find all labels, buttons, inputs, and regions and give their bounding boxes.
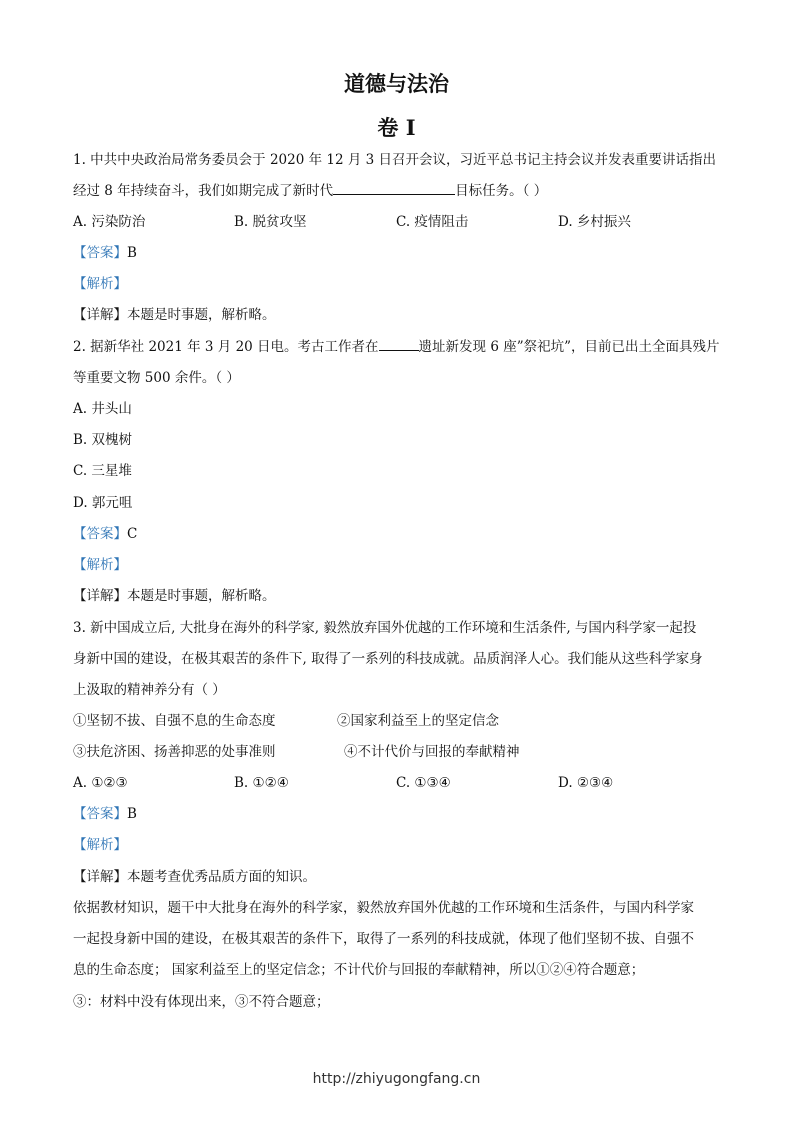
q3-item-4: ④不计代价与回报的奉献精神 bbox=[344, 744, 520, 760]
q1-detail bbox=[73, 305, 276, 325]
q2-stem-line2: 等重要文物 500 余件。（ ） bbox=[73, 370, 240, 386]
q3-explain-line1: 依据教材知识，题干中大批身在海外的科学家，毅然放弃国外优越的工作环境和生活条件，与国内科学家 bbox=[73, 900, 694, 916]
q3-answer bbox=[73, 804, 137, 824]
q1-option-c: C. 疫情阻击 bbox=[396, 214, 469, 230]
q2-stem-post: 遗址新发现 6 座”祭祀坑”，目前已出土全面具残片 bbox=[418, 339, 720, 355]
q3-answer-tag: 【答案】 bbox=[73, 806, 127, 822]
q2-option-a: A. 井头山 bbox=[73, 401, 132, 417]
q1-option-b: B. 脱贫攻坚 bbox=[234, 214, 307, 230]
q2-detail-text: 本题是时事题，解析略。 bbox=[127, 588, 276, 604]
q1-analysis-tag: 【解析】 bbox=[73, 276, 127, 292]
q2-stem-line1 bbox=[73, 337, 720, 357]
q1-blank bbox=[333, 181, 455, 195]
q1-stem-pre: 经过 8 年持续奋斗，我们如期完成了新时代 bbox=[73, 183, 334, 199]
q2-option-d: D. 郭元咀 bbox=[73, 495, 133, 511]
q1-answer bbox=[73, 243, 137, 263]
q3-option-d: D. ②③④ bbox=[558, 775, 614, 791]
q2-option-b: B. 双槐树 bbox=[73, 432, 133, 448]
q1-option-d: D. 乡村振兴 bbox=[558, 214, 631, 230]
q3-detail bbox=[73, 867, 316, 887]
q2-blank bbox=[379, 337, 419, 351]
q1-answer-value: B bbox=[127, 245, 137, 261]
q2-stem-pre: 2. 据新华社 2021 年 3 月 20 日电。考古工作者在 bbox=[73, 339, 379, 355]
section-title: 卷 I bbox=[377, 115, 416, 140]
q3-option-c: C. ①③④ bbox=[396, 775, 451, 791]
q3-explain-line4: ③：材料中没有体现出来，③不符合题意； bbox=[73, 994, 330, 1010]
q1-detail-tag: 【详解】 bbox=[73, 307, 127, 323]
q3-detail-tag: 【详解】 bbox=[73, 869, 127, 885]
q2-analysis-tag: 【解析】 bbox=[73, 557, 127, 573]
q3-item-1: ①坚韧不拔、自强不息的生命态度 bbox=[73, 713, 276, 729]
q3-item-2: ②国家利益至上的坚定信念 bbox=[337, 713, 499, 729]
q3-explain-line3: 息的生命态度； 国家利益至上的坚定信念；不计代价与回报的奉献精神，所以①②④符合题意； bbox=[73, 962, 645, 978]
q3-answer-value: B bbox=[127, 806, 137, 822]
q1-stem-line1: 1. 中共中央政治局常务委员会于 2020 年 12 月 3 日召开会议，习近平总书记主持会议并发表重要讲话指出 bbox=[73, 152, 717, 168]
q2-answer-value: C bbox=[127, 526, 138, 542]
footer-url: http://zhiyugongfang.cn bbox=[312, 1071, 481, 1087]
q3-option-b: B. ①②④ bbox=[234, 775, 289, 791]
q3-stem-line1: 3. 新中国成立后, 大批身在海外的科学家, 毅然放弃国外优越的工作环境和生活条件, 与国内科学家一起投 bbox=[73, 620, 697, 636]
q3-explain-line2: 一起投身新中国的建设，在极其艰苦的条件下，取得了一系列的科技成就，体现了他们坚韧不拔、自强不 bbox=[73, 931, 694, 947]
q3-option-a: A. ①②③ bbox=[73, 775, 128, 791]
q2-detail-tag: 【详解】 bbox=[73, 588, 127, 604]
q3-stem-line3: 上汲取的精神养分有（ ） bbox=[73, 682, 226, 698]
q1-stem-line2 bbox=[73, 181, 547, 201]
q2-answer-tag: 【答案】 bbox=[73, 526, 127, 542]
q1-stem-post: 目标任务。（ ） bbox=[455, 183, 548, 199]
q1-option-a: A. 污染防治 bbox=[73, 214, 146, 230]
q3-item-3: ③扶危济困、扬善抑恶的处事准则 bbox=[73, 744, 276, 760]
q3-stem-line2: 身新中国的建设，在极其艰苦的条件下, 取得了一系列的科技成就。品质润泽人心。我们能从这些科学家身 bbox=[73, 651, 703, 667]
q3-detail-text: 本题考查优秀品质方面的知识。 bbox=[127, 869, 316, 885]
q2-detail bbox=[73, 586, 276, 606]
q1-detail-text: 本题是时事题，解析略。 bbox=[127, 307, 276, 323]
q2-option-c: C. 三星堆 bbox=[73, 463, 132, 479]
q2-answer bbox=[73, 524, 137, 544]
document-title: 道德与法治 bbox=[344, 71, 449, 96]
q3-analysis-tag: 【解析】 bbox=[73, 837, 127, 853]
q1-answer-tag: 【答案】 bbox=[73, 245, 127, 261]
